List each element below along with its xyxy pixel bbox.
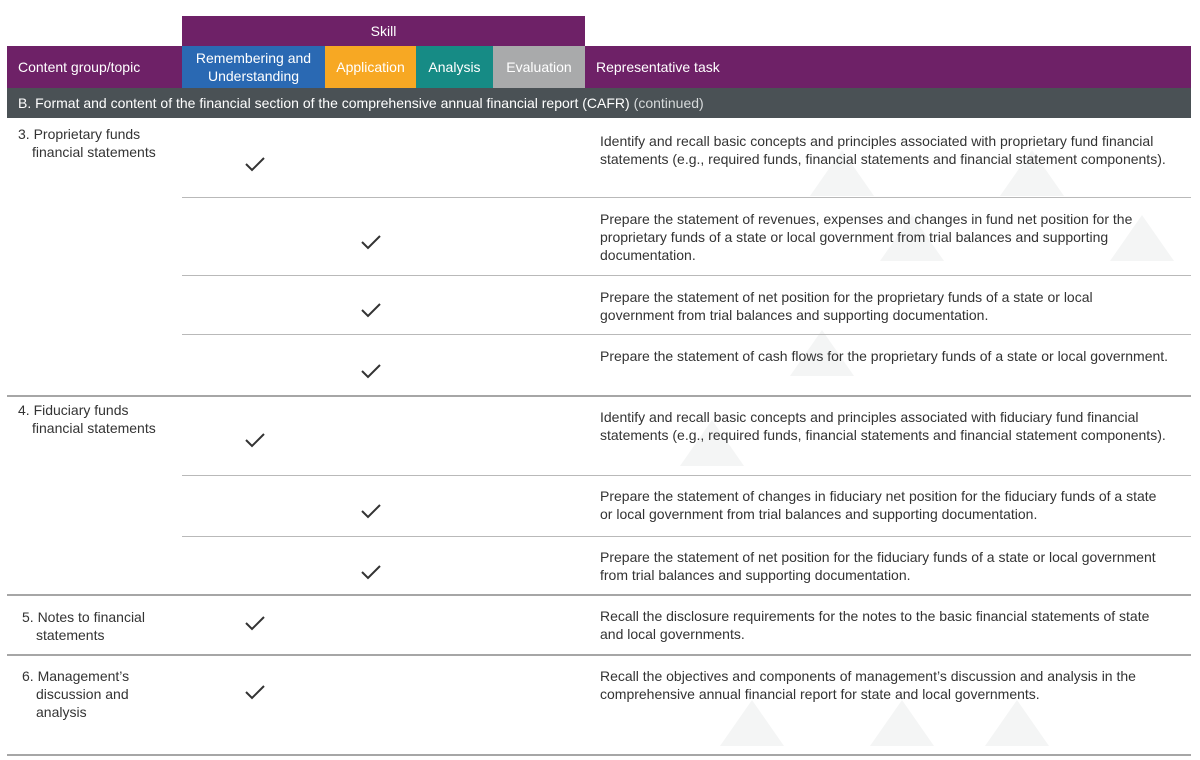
row-divider (182, 536, 1191, 537)
check-icon (244, 614, 266, 632)
check-icon (360, 362, 382, 380)
task-text: Recall the disclosure requirements for the notes to the basic financial statements of state and local governments. (600, 608, 1150, 642)
topic-notes (22, 608, 145, 644)
task-text: Prepare the statement of revenues, expenses and changes in fund net position for the proprietary funds of a state or local government from trial balances and supporting documentation. (600, 211, 1133, 263)
group-divider (7, 654, 1191, 656)
task-text: Recall the objectives and components of management’s discussion and analysis in the comprehensive annual financial report for state and local governments. (600, 668, 1136, 702)
task-text: Prepare the statement of cash flows for the proprietary funds of a state or local government. (600, 348, 1169, 364)
task-text: Prepare the statement of changes in fiduciary net position for the fiduciary funds of a state or local government from trial balances and supporting documentation. (600, 488, 1157, 522)
check-icon (360, 233, 382, 251)
topic-fiduciary-funds (18, 401, 156, 437)
topic-line: financial statements (32, 420, 156, 436)
column-header-task: Representative task (596, 59, 720, 75)
section-title: B. Format and content of the financial section of the comprehensive annual financial report (CAFR) (18, 95, 630, 111)
task-text: Prepare the statement of net position for the fiduciary funds of a state or local government from trial balances and supporting documentation. (600, 549, 1156, 583)
topic-line: financial statements (32, 144, 156, 160)
task-text: Identify and recall basic concepts and principles associated with proprietary fund financial statements (e.g., required funds, financial statements and financial statement components). (600, 133, 1166, 167)
topic-line: 4. Fiduciary funds (18, 402, 129, 418)
topic-mda (22, 667, 129, 721)
group-divider (7, 594, 1191, 596)
row-divider (182, 197, 1191, 198)
check-icon (360, 502, 382, 520)
column-header-evaluation: Evaluation (493, 46, 585, 88)
topic-line: 6. Management’s (22, 668, 130, 684)
column-header-row (7, 46, 1191, 88)
row-divider (182, 334, 1191, 335)
group-divider (7, 754, 1191, 756)
topic-line: 3. Proprietary funds (18, 126, 141, 142)
row-divider (182, 275, 1191, 276)
check-icon (244, 431, 266, 449)
section-continued: (continued) (633, 95, 704, 111)
watermark-shape (985, 700, 1049, 746)
skill-header: Skill (182, 16, 585, 46)
task-text: Identify and recall basic concepts and principles associated with fiduciary fund financial statements (e.g., required funds, financial statements and financial statement components). (600, 409, 1166, 443)
topic-line: discussion and (36, 686, 129, 702)
group-divider (7, 395, 1191, 397)
column-header-topic: Content group/topic (18, 59, 141, 75)
check-icon (360, 563, 382, 581)
topic-line: 5. Notes to financial (22, 609, 145, 625)
topic-line: statements (36, 627, 105, 643)
section-heading (7, 88, 1191, 118)
column-header-remembering: Remembering and Understanding (182, 46, 325, 88)
check-icon (244, 683, 266, 701)
check-icon (360, 301, 382, 319)
column-header-application: Application (325, 46, 416, 88)
watermark-shape (870, 700, 934, 746)
topic-line: analysis (36, 704, 87, 720)
column-header-analysis: Analysis (416, 46, 493, 88)
watermark-shape (720, 700, 784, 746)
topic-proprietary-funds (18, 125, 156, 161)
task-text: Prepare the statement of net position for the proprietary funds of a state or local government from trial balances and supporting documentation. (600, 289, 1093, 323)
row-divider (182, 475, 1191, 476)
check-icon (244, 155, 266, 173)
